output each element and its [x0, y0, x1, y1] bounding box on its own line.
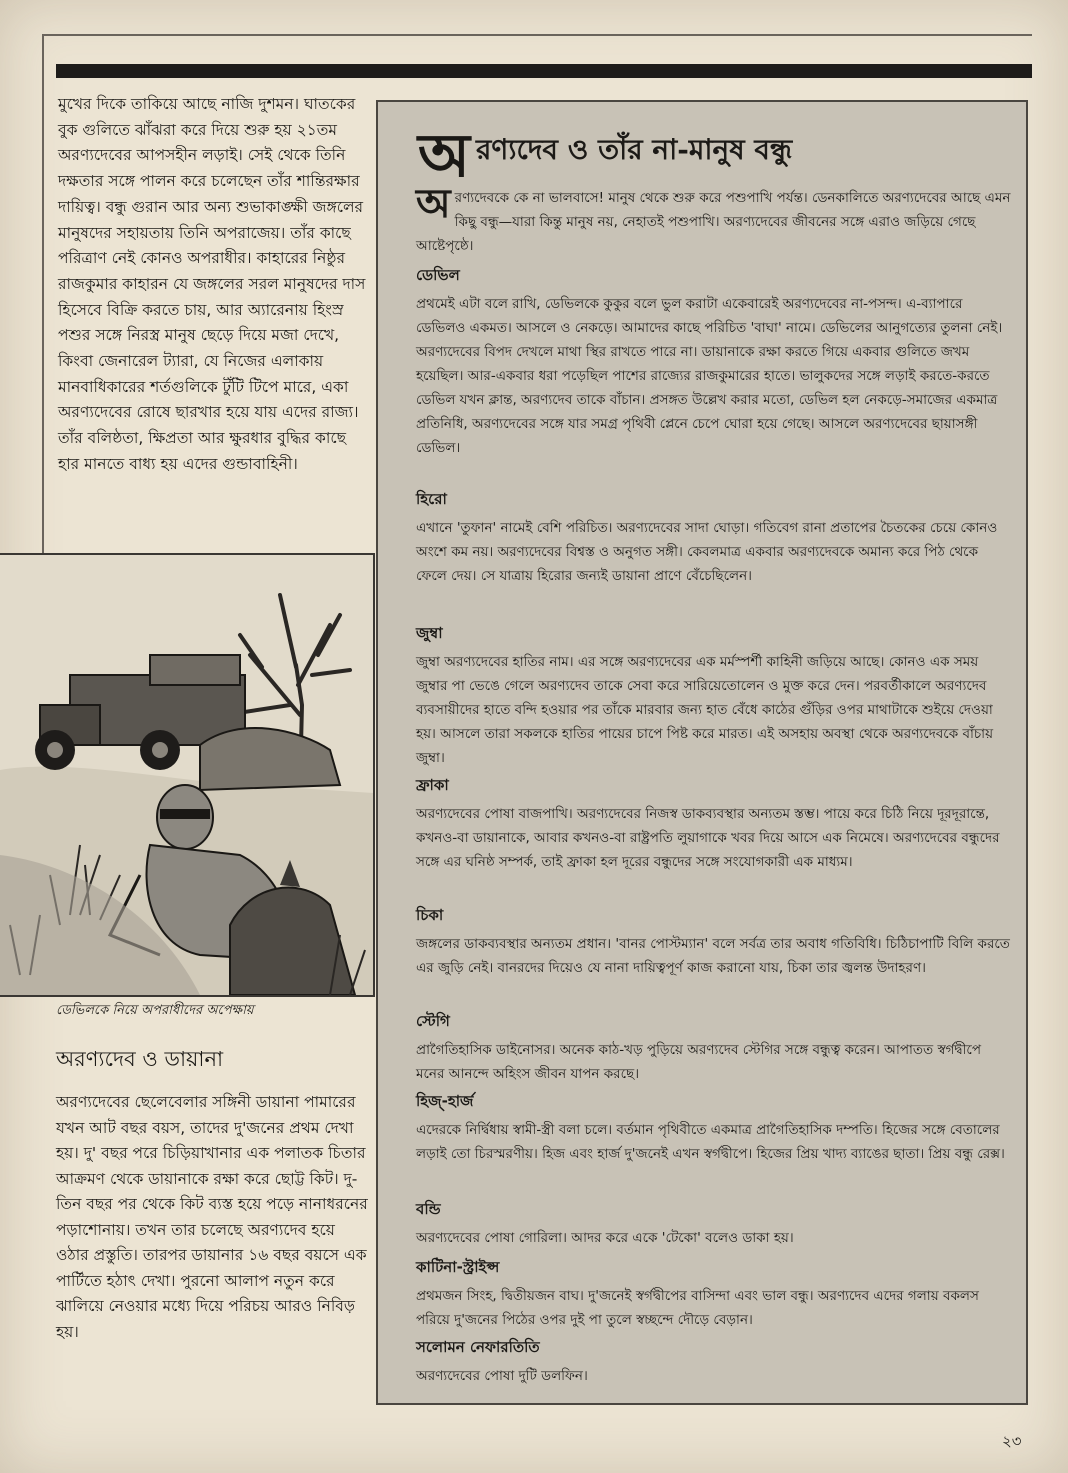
- section-body-bondi: অরণ্যদেবের পোষা গোরিলা। আদর করে একে 'টেকো' বলেও ডাকা হয়।: [416, 1230, 794, 1246]
- diana-section-text: অরণ্যদেবের ছেলেবেলার সঙ্গিনী ডায়ানা পামারের যখন আট বছর বয়স, তাদের দু'জনের প্রথম দেখা হয়। দু' বছর পরে চিড়িয়াখানার এক পলাতক চিতার আক্রমণ থেকে ডায়ানাকে রক্ষা করে ছোট্ট কিট। দু-তিন বছর পর থেকে কিট ব্যস্ত হয়ে পড়ে নানাধরনের পড়াশোনায়। তখন তার চলেছে অরণ্যদেব হয়ে ওঠার প্রস্তুতি। তারপর ডায়ানার ১৬ বছর বয়সে এক পার্টিতে হঠাৎ দেখা। পুরনো আলাপ নতুন করে ঝালিয়ে নেওয়ার মধ্যে দিয়ে পরিচয় আরও নিবিড় হয়।: [56, 1093, 368, 1341]
- frame-left-rule: [42, 34, 44, 554]
- section-heading-devil: ডেভিল: [416, 266, 460, 284]
- section-heading-bondi: বন্ডি: [416, 1200, 441, 1218]
- page-number: ২৩: [1002, 1432, 1022, 1450]
- comic-illustration: [0, 553, 375, 997]
- title-text: রণ্যদেব ও তাঁর না-মানুষ বন্ধু: [476, 133, 793, 166]
- section-body-hero: এখানে 'তুফান' নামেই বেশি পরিচিত। অরণ্যদেবের সাদা ঘোড়া। গতিবেগ রানা প্রতাপের চৈতকের চেয়ে কোনও অংশে কম নয়। অরণ্যদেবের বিশ্বস্ত ও অনুগত সঙ্গী। কেবলমাত্র একবার অরণ্যদেবকে অমান্য করে পিঠ থেকে ফেলে দেয়। সে যাত্রায় হিরোর জন্যই ডায়ানা প্রাণে বেঁচেছিলেন।: [416, 520, 998, 584]
- section-body-stegi: প্রাগৈতিহাসিক ডাইনোসর। অনেক কাঠ-খড় পুড়িয়ে অরণ্যদেব স্টেগির সঙ্গে বন্ধুত্ব করেন। আপাতত স্বর্গদ্বীপে মনের আনন্দে অহিংস জীবন যাপন করছে।: [416, 1042, 981, 1082]
- title-drop-cap: অ: [418, 121, 470, 191]
- section-body-katina-stripes: প্রথমজন সিংহ, দ্বিতীয়জন বাঘ। দু'জনেই স্বর্গদ্বীপের বাসিন্দা এবং ভাল বন্ধু। অরণ্যদেব এদের গলায় বকলস পরিয়ে দু'জনের পিঠের ওপর দুই পা তুলে স্বচ্ছন্দে দৌড়ে বেড়ান।: [416, 1288, 979, 1328]
- section-body-hiz-harz: এদেরকে নির্দ্বিধায় স্বামী-স্ত্রী বলা চলে। বর্তমান পৃথিবীতে একমাত্র প্রাগৈতিহাসিক দম্পতি। হিজের সঙ্গে বেতালের লড়াই তো চিরস্মরণীয়। হিজ এবং হার্জ দু'জনেই এখন স্বর্গদ্বীপে। হিজের প্রিয় খাদ্য ব্যাঙের ছাতা। প্রিয় বন্ধু রেক্স।: [416, 1122, 1005, 1162]
- section-heading-hero: হিরো: [416, 490, 447, 508]
- sidebar-intro: [416, 180, 1012, 258]
- section-heading-chika: চিকা: [416, 906, 444, 924]
- left-column-text: মুখের দিকে তাকিয়ে আছে নাজি দুশমন। ঘাতকের বুক গুলিতে ঝাঁঝরা করে দিয়ে শুরু হয় ২১তম অরণ্যদেবের আপসহীন লড়াই। সেই থেকে তিনি দক্ষতার সঙ্গে পালন করে চলেছেন তাঁর শান্তিরক্ষার দায়িত্ব। বন্ধু গুরান আর অন্য শুভাকাঙ্ক্ষী জঙ্গলের মানুষদের সহায়তায় তিনি অপরাজেয়। তাঁর কাছে পরিত্রাণ নেই কোনও অপরাধীর। কাহারের নিষ্ঠুর রাজকুমার কাহারন যে জঙ্গলের সরল মানুষদের দাস হিসেবে বিক্রি করতে চায়, আর অ্যারেনায় হিংস্র পশুর সঙ্গে নিরস্ত্র মানুষ ছেড়ে দিয়ে মজা দেখে, কিংবা জেনারেল ট্যারা, যে নিজের এলাকায় মানবাধিকারের শর্তগুলিকে টুঁটি টিপে মারে, একা অরণ্যদেবের রোষে ছারখার হয়ে যায় এদের রাজ্য। তাঁর বলিষ্ঠতা, ক্ষিপ্রতা আর ক্ষুরধার বুদ্ধির কাছে হার মানতে বাধ্য হয় এদের গুন্ডাবাহিনী।: [58, 95, 366, 473]
- section-heading-jumba: জুম্বা: [416, 624, 443, 642]
- section-body-solomon-nefertiti: অরণ্যদেবের পোষা দুটি ডলফিন।: [416, 1368, 588, 1384]
- section-heading-stegi: স্টেগি: [416, 1012, 450, 1030]
- illustration-caption: ডেভিলকে নিয়ে অপরাধীদের অপেক্ষায়: [56, 1003, 254, 1018]
- section-body-devil: প্রথমেই এটা বলে রাখি, ডেভিলকে কুকুর বলে ভুল করাটা একেবারেই অরণ্যদেবের না-পসন্দ। এ-ব্যাপারে ডেভিলও একমত। আসলে ও নেকড়ে। আমাদের কাছে পরিচিত 'বাঘা' নামে। ডেভিলের আনুগত্যের তুলনা নেই। অরণ্যদেবের বিপদ দেখলে মাথা স্থির রাখতে পারে না। ডায়ানাকে রক্ষা করতে গিয়ে একবার গুলিতে জখম হয়েছিল। আর-একবার ধরা পড়েছিল পাশের রাজ্যের রাজকুমারের হাতে। ভালুকদের সঙ্গে লড়াই করতে-করতে ডেভিল যখন ক্লান্ত, অরণ্যদেব তাকে বাঁচান। প্রসঙ্গত উল্লেখ করার মতো, ডেভিল হল নেকড়ে-সমাজের একমাত্র প্রতিনিধি, অরণ্যদেবের সঙ্গে যার সমগ্র পৃথিবী প্লেনে চেপে ঘোরা হয়ে গেছে। আসলে অরণ্যদেবের ছায়াসঙ্গী ডেভিল।: [416, 296, 1003, 456]
- intro-text: রণ্যদেবকে কে না ভালবাসে! মানুষ থেকে শুরু করে পশুপাখি পর্যন্ত। ডেনকালিতে অরণ্যদেবের আছে এমন কিছু বন্ধু—যারা কিন্তু মানুষ নয়, নেহাতই পশুপাখি। অরণ্যদেবের জীবনের সঙ্গে এরাও জড়িয়ে গেছে আষ্টেপৃষ্ঠে।: [416, 190, 1011, 254]
- section-body-fraka: অরণ্যদেবের পোষা বাজপাখি। অরণ্যদেবের নিজস্ব ডাকব্যবস্থার অন্যতম স্তম্ভ। পায়ে করে চিঠি নিয়ে দূরদূরান্তে, কখনও-বা ডায়ানাকে, আবার কখনও-বা রাষ্ট্রপতি লুয়াগাকে খবর দিয়ে আসে এক নিমেষে। অরণ্যদেবের বন্ধুদের সঙ্গে এর ঘনিষ্ঠ সম্পর্ক, তাই ফ্রাকা হল দূরের বন্ধুদের সঙ্গে সংযোগকারী এক মাধ্যম।: [416, 806, 1000, 870]
- section-heading-fraka: ফ্রাকা: [416, 776, 449, 794]
- section-heading-hiz-harz: হিজ্-হার্জ: [416, 1092, 474, 1110]
- header-black-bar: [56, 64, 1032, 78]
- sidebar-title: [418, 114, 938, 191]
- phantom-devil-jeep-drawing: [0, 555, 373, 995]
- diana-section-heading: অরণ্যদেব ও ডায়ানা: [56, 1047, 224, 1071]
- section-heading-solomon-nefertiti: সলোমন নেফারতিতি: [416, 1338, 540, 1356]
- section-body-jumba: জুম্বা অরণ্যদেবের হাতির নাম। এর সঙ্গে অরণ্যদেবের এক মর্মস্পর্শী কাহিনী জড়িয়ে আছে। কোনও এক সময় জুম্বার পা ভেঙে গেলে অরণ্যদেব তাকে সেবা করে সারিয়েতোলেন ও মুক্ত করে দেন। পরবর্তীকালে অরণ্যদেব ব্যবসায়ীদের হাতে বন্দি হওয়ার পর তাঁকে মারবার জন্য হাত বেঁধে কাঠের গুঁড়ির ওপর মাথাটাকে শুইয়ে দেওয়া হয়। আসলে তারা সকলকে হাতির পায়ের চাপে পিষ্ট করে মারত। এই অসহায় অবস্থা থেকে অরণ্যদেবকে বাঁচায় জুম্বা।: [416, 654, 994, 766]
- section-body-chika: জঙ্গলের ডাকব্যবস্থার অন্যতম প্রধান। 'বানর পোস্টম্যান' বলে সর্বত্র তার অবাধ গতিবিধি। চিঠিচাপাটি বিলি করতে এর জুড়ি নেই। বানরদের দিয়েও যে নানা দায়িত্বপূর্ণ কাজ করানো যায়, চিকা তার জ্বলন্ত উদাহরণ।: [416, 936, 1010, 976]
- section-heading-katina-stripes: কাটিনা-স্ট্রাইপ্স: [416, 1258, 500, 1276]
- intro-drop-cap: অ: [416, 180, 451, 227]
- frame-top-rule: [42, 34, 1032, 36]
